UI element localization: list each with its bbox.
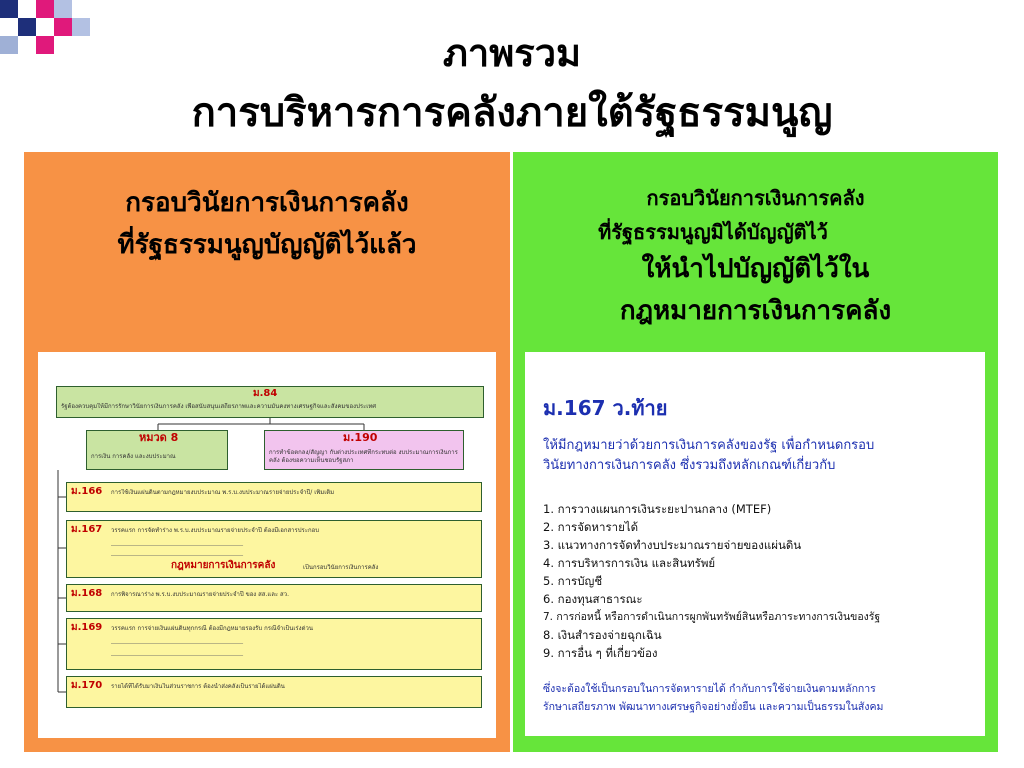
section-167-text: วรรคแรก การจัดทำร่าง พ.ร.บ.งบประมาณรายจ่ายประจำปี ต้องมีเอกสารประกอบ [111, 527, 320, 534]
section-190-text: การทำข้อตกลง/สัญญา กับต่างประเทศที่กระทบต่อ งบประมาณการเงินการคลัง ต้องขอความเห็นชอบรัฐสภา [269, 449, 458, 464]
list-item: 5. การบัญชี [543, 574, 603, 588]
right-heading-line1: กรอบวินัยการเงินการคลัง [646, 186, 865, 210]
section-168-text: การพิจารณาร่าง พ.ร.บ.งบประมาณรายจ่ายประจำปี ของ สส.และ สว. [111, 591, 289, 598]
section-190-label: ม.190 [343, 431, 378, 444]
doc-item-list [543, 500, 979, 662]
section-84-text: รัฐต้องควบคุมให้มีการรักษาวินัยการเงินการคลัง เพื่อสนับสนุนเสถียรภาพและความมั่นคงทางเศรษฐกิจและสังคมของประเทศ [61, 403, 377, 410]
section-169-text: วรรคแรก การจ่ายเงินแผ่นดินทุกกรณี ต้องมีกฎหมายรองรับ กรณีจำเป็นเร่งด่วน [111, 625, 313, 632]
corner-square-decoration [36, 0, 54, 18]
doc-footer-line2: รักษาเสถียรภาพ พัฒนาทางเศรษฐกิจอย่างยั่งยืน และความเป็นธรรมในสังคม [543, 701, 884, 713]
right-heading-line4: กฎหมายการเงินการคลัง [619, 296, 892, 326]
list-item: 9. การอื่น ๆ ที่เกี่ยวข้อง [543, 646, 658, 660]
section-167-document [525, 352, 985, 736]
section-167-highlight: กฎหมายการเงินการคลัง [171, 560, 276, 571]
corner-square-decoration [0, 0, 18, 18]
left-heading-line2: ที่รัฐธรรมนูญบัญญัติไว้แล้ว [117, 230, 417, 260]
list-item: 3. แนวทางการจัดทำงบประมาณรายจ่ายของแผ่นดิน [543, 538, 802, 552]
list-item: 2. การจัดหารายได้ [543, 520, 639, 534]
section-168-label: ม.168 [71, 588, 103, 599]
section-84-label: ม.84 [253, 388, 278, 399]
doc-intro-line1: ให้มีกฎหมายว่าด้วยการเงินการคลังของรัฐ เพื่อกำหนดกรอบ [543, 438, 875, 453]
section-169-label: ม.169 [71, 622, 103, 633]
left-heading-line1: กรอบวินัยการเงินการคลัง [125, 188, 409, 218]
section-167-label: ม.167 [71, 524, 103, 535]
section-167-subtext: ____________________________________________ [111, 549, 243, 556]
doc-intro-line2: วินัยทางการเงินการคลัง ซึ่งรวมถึงหลักเกณฑ์เกี่ยวกับ [543, 458, 836, 473]
list-item: 8. เงินสำรองจ่ายฉุกเฉิน [543, 628, 662, 642]
diagram-connectors [38, 352, 496, 738]
slide-title-line2: การบริหารการคลังภายใต้รัฐธรรมนูญ [191, 90, 833, 136]
list-item: 4. การบริหารการเงิน และสินทรัพย์ [543, 556, 716, 570]
doc-footer-line1: ซึ่งจะต้องใช้เป็นกรอบในการจัดหารายได้ กำกับการใช้จ่ายเงินตามหลักการ [543, 683, 876, 695]
slide-title-line1: ภาพรวม [442, 31, 582, 75]
right-heading-line3: ให้นำไปบัญญัติไว้ใน [641, 254, 870, 284]
section-170-text: รายได้ที่ได้รับมาเงินในส่วนราชการ ต้องนำส่งคลังเป็นรายได้แผ่นดิน [111, 683, 285, 690]
section-167-tail: เป็นกรอบวินัยการเงินการคลัง [303, 564, 379, 571]
list-item: 6. กองทุนสาธารณะ [543, 592, 643, 606]
left-panel [24, 152, 510, 752]
chapter-8-label: หมวด 8 [139, 431, 179, 444]
corner-square-decoration [54, 0, 72, 18]
section-169-subtext: ____________________________________________ [111, 649, 243, 656]
chapter-8-text: การเงิน การคลัง และงบประมาณ [91, 453, 176, 460]
list-item: 7. การก่อหนี้ หรือการดำเนินการผูกพันทรัพย์สินหรือภาระทางการเงินของรัฐ [543, 611, 881, 623]
right-heading-line2: ที่รัฐธรรมนูญมิได้บัญญัติไว้ [598, 220, 828, 244]
section-166-text: การใช้เงินแผ่นดินตามกฎหมายงบประมาณ พ.ร.บ.งบประมาณรายจ่ายประจำปี/ เพิ่มเติม [111, 489, 335, 496]
doc-section-title: ม.167 ว.ท้าย [543, 396, 668, 420]
right-panel [513, 152, 998, 752]
list-item: 1. การวางแผนการเงินระยะปานกลาง (MTEF) [543, 502, 772, 516]
section-167-subtext: ____________________________________________ [111, 539, 243, 546]
section-170-label: ม.170 [71, 680, 103, 691]
constitution-diagram [38, 352, 496, 738]
section-169-subtext: ____________________________________________ [111, 637, 243, 644]
section-166-label: ม.166 [71, 486, 103, 497]
